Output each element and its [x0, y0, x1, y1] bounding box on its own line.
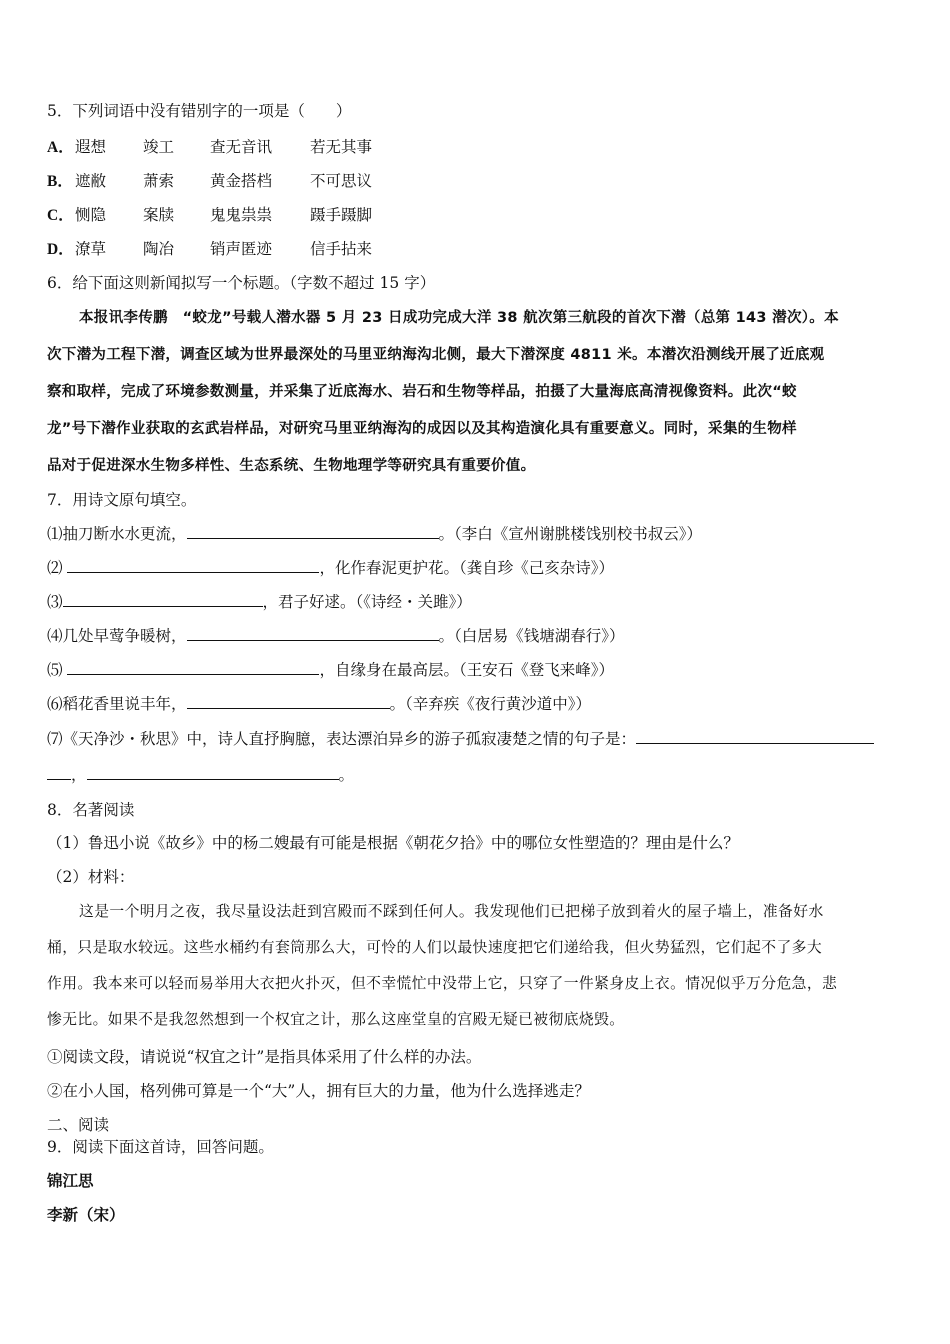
q8-question-1: ①阅读文段，请说说“权宜之计”是指具体采用了什么样的办法。: [47, 1048, 482, 1066]
answer-blank[interactable]: [67, 557, 319, 573]
q7-stem: 7．用诗文原句填空。: [47, 491, 197, 509]
q5-option-c: C．恻隐 案牍 鬼鬼祟祟 蹑手蹑脚: [47, 204, 372, 227]
q5-option-a: A．遐想 竣工 查无音讯 若无其事: [47, 136, 372, 159]
q7-item-7: ⑺《天净沙・秋思》中，诗人直抒胸臆，表达漂泊异乡的游子孤寂凄楚之情的句子是：: [47, 728, 874, 750]
q8-sub-2: （2）材料：: [47, 868, 135, 886]
q7-item-4: ⑷几处早莺争暖树， 。（白居易《钱塘湖春行》）: [47, 627, 625, 645]
q5-option-b: B． 遮敝 萧索 黄金搭档 不可思议: [47, 170, 372, 193]
q8-material-line: 这是一个明月之夜，我尽量设法赶到宫殿而不踩到任何人。我发现他们已把梯子放到着火的屋子墙上，准备好水: [79, 903, 824, 920]
option-letter: B．: [47, 173, 73, 190]
q5-stem: 5．下列词语中没有错别字的一项是（ ）: [47, 102, 352, 120]
answer-blank[interactable]: [636, 728, 874, 744]
q6-news-line: 本报讯李传鹏 “蛟龙”号载人潜水器 5 月 23 日成功完成大洋 38 航次第三航段的首次下潜（总第 143 潜次）。本: [79, 310, 839, 326]
q8-question-2: ②在小人国，格列佛可算是一个“大”人，拥有巨大的力量，他为什么选择逃走？: [47, 1082, 590, 1100]
q6-news-line: 龙”号下潜作业获取的玄武岩样品，对研究马里亚纳海沟的成因以及其构造演化具有重要意义。同时，采集的生物样: [47, 421, 797, 437]
answer-blank[interactable]: [187, 693, 390, 709]
q6-stem: 6．给下面这则新闻拟写一个标题。（字数不超过 15 字）: [47, 274, 436, 292]
option-letter: C．: [47, 207, 74, 224]
q6-news-line: 察和取样，完成了环境参数测量，并采集了近底海水、岩石和生物等样品，拍摄了大量海底高清视像资料。此次“蛟: [47, 384, 797, 400]
q7-item-2: ⑵ ，化作春泥更护花。（龚自珍《己亥杂诗》）: [47, 559, 614, 577]
q7-item-1: ⑴抽刀断水水更流， 。（李白《宣州谢朓楼饯别校书叔云》）: [47, 525, 703, 543]
answer-blank[interactable]: [87, 764, 339, 780]
answer-blank[interactable]: [63, 591, 263, 607]
section-heading: 二、阅读: [47, 1116, 110, 1134]
answer-blank[interactable]: [187, 625, 439, 641]
answer-blank[interactable]: [47, 764, 71, 780]
q6-news-line: 品对于促进深水生物多样性、生态系统、生物地理学等研究具有重要价值。: [47, 458, 536, 474]
q7-item-6: ⑹稻花香里说丰年， 。（辛弃疾《夜行黄沙道中》）: [47, 695, 592, 713]
option-letter: D．: [47, 241, 74, 258]
q7-item-3: ⑶ ，君子好逑。（《诗经・关雎》）: [47, 593, 472, 611]
poem-title: 锦江思: [47, 1171, 94, 1190]
q6-news-line: 次下潜为工程下潜，调查区域为世界最深处的马里亚纳海沟北侧，最大下潜深度 4811 米。本潜次沿测线开展了近底观: [47, 347, 825, 363]
q9-stem: 9．阅读下面这首诗，回答问题。: [47, 1138, 274, 1156]
q8-material-line: 惨无比。如果不是我忽然想到一个权宜之计，那么这座堂皇的宫殿无疑已被彻底烧毁。: [47, 1011, 625, 1028]
answer-blank[interactable]: [187, 523, 439, 539]
poem-author: 李新（宋）: [47, 1205, 125, 1224]
answer-blank[interactable]: [67, 659, 319, 675]
option-letter: A．: [47, 139, 74, 156]
q7-item-5: ⑸ ，自缘身在最高层。（王安石《登飞来峰》）: [47, 661, 614, 679]
q7-item-7-cont: ， 。: [47, 764, 354, 786]
q8-stem: 8．名著阅读: [47, 801, 135, 819]
q8-sub-1: （1）鲁迅小说《故乡》中的杨二嫂最有可能是根据《朝花夕拾》中的哪位女性塑造的？理由是什么？: [47, 834, 739, 852]
q8-material-line: 桶，只是取水较远。这些水桶约有套筒那么大，可怜的人们以最快速度把它们递给我，但火势猛烈，它们起不了多大: [47, 939, 823, 956]
q5-option-d: D．潦草 陶冶 销声匿迹 信手拈来: [47, 238, 372, 261]
q8-material-line: 作用。我本来可以轻而易举用大衣把火扑灭，但不幸慌忙中没带上它，只穿了一件紧身皮上衣。情况似乎万分危急，悲: [47, 975, 838, 992]
